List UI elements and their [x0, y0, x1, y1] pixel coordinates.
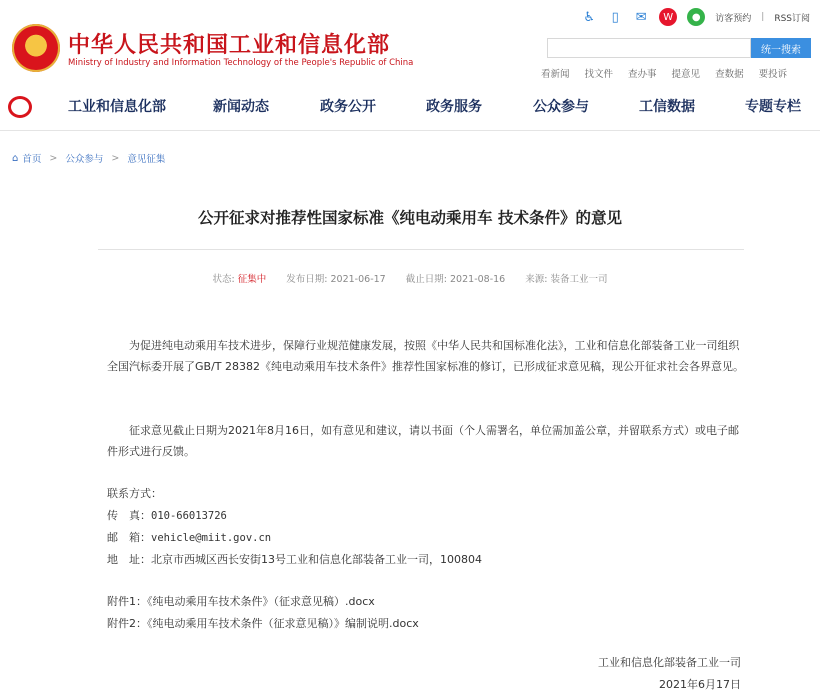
- tools-separator: |: [761, 12, 765, 22]
- breadcrumb-public-participation[interactable]: 公众参与: [65, 154, 104, 165]
- source-value: 装备工业一司: [550, 274, 608, 285]
- publish-date: 2021-06-17: [330, 274, 386, 285]
- signature-org: 工业和信息化部装备工业一司: [598, 656, 741, 669]
- nav-item-public-participation[interactable]: 公众参与: [533, 99, 589, 115]
- contact-fax: [107, 507, 227, 523]
- address-label: 地 址：: [107, 553, 151, 566]
- fax-value: 010-66013726: [151, 510, 227, 522]
- status-badge: 征集中: [237, 274, 267, 285]
- breadcrumb-opinion-collection[interactable]: 意见征集: [127, 154, 166, 165]
- title-divider: [98, 249, 744, 250]
- quick-link-files[interactable]: 找文件: [584, 69, 614, 80]
- nav-item-news[interactable]: 新闻动态: [213, 99, 269, 115]
- status-label: 状态:: [212, 274, 235, 285]
- source-label: 来源:: [525, 274, 548, 285]
- site-subtitle: Ministry of Industry and Information Technology of the People's Republic of China: [68, 58, 414, 68]
- article-paragraph: 为促进纯电动乘用车技术进步，保障行业规范健康发展，按照《中华人民共和国标准化法》，工业和信息化部装备工业一司组织全国汽标委开展了GB/T 28382《纯电动乘用车技术条件》推荐性国家标准的修订，已形成征求意见稿，现公开征求社会各界意见。: [107, 339, 744, 373]
- visit-appointment-link[interactable]: 访客预约: [715, 13, 752, 24]
- nav-item-miit[interactable]: 工业和信息化部: [68, 99, 166, 115]
- quick-link-data[interactable]: 查数据: [715, 69, 744, 80]
- signature-date: 2021年6月17日: [659, 678, 741, 691]
- quick-link-feedback[interactable]: 提意见: [671, 69, 701, 80]
- address-value: 北京市西城区西长安街13号工业和信息化部装备工业一司，100804: [151, 553, 482, 566]
- weibo-icon[interactable]: W: [659, 8, 677, 26]
- wechat-icon[interactable]: ●: [687, 8, 705, 26]
- email-value[interactable]: vehicle@miit.gov.cn: [151, 532, 272, 544]
- nav-logo-icon[interactable]: [8, 96, 32, 118]
- publish-date-label: 发布日期:: [286, 274, 328, 285]
- breadcrumb-arrow-icon: >: [111, 152, 120, 164]
- breadcrumb-arrow-icon: >: [49, 152, 58, 164]
- nav-item-topics[interactable]: 专题专栏: [745, 99, 801, 115]
- quick-link-services[interactable]: 查办事: [628, 69, 657, 80]
- attachment-link-1[interactable]: 附件1：《纯电动乘用车技术条件》（征求意见稿）.docx: [107, 595, 375, 608]
- national-emblem-logo[interactable]: [12, 24, 60, 72]
- quick-link-news[interactable]: 看新闻: [541, 69, 570, 80]
- mail-icon[interactable]: ✉: [635, 9, 647, 25]
- nav-item-gov-affairs[interactable]: 政务公开: [320, 99, 376, 115]
- nav-item-data[interactable]: 工信数据: [639, 99, 695, 115]
- home-icon: ⌂: [12, 152, 19, 164]
- article-title: 公开征求对推荐性国家标准《纯电动乘用车 技术条件》的意见: [198, 209, 622, 227]
- breadcrumb: [12, 151, 165, 165]
- top-tools: [581, 8, 810, 26]
- accessibility-icon[interactable]: ♿: [583, 9, 596, 25]
- breadcrumb-bar: [0, 131, 820, 183]
- main-nav: [0, 88, 820, 131]
- deadline-date: 2021-08-16: [450, 274, 506, 285]
- search-button[interactable]: 统一搜索: [751, 38, 811, 58]
- quick-links: [541, 66, 787, 80]
- deadline-label: 截止日期:: [405, 274, 447, 285]
- nav-item-gov-services[interactable]: 政务服务: [426, 99, 482, 115]
- search-input[interactable]: [547, 38, 751, 58]
- mobile-icon[interactable]: ▯: [611, 9, 619, 25]
- attachment-link-2[interactable]: 附件2：《纯电动乘用车技术条件（征求意见稿）》编制说明.docx: [107, 617, 419, 630]
- contact-heading: 联系方式：: [107, 487, 162, 500]
- breadcrumb-home[interactable]: 首页: [22, 154, 42, 165]
- contact-email: [107, 529, 271, 545]
- contact-address: [107, 551, 482, 567]
- fax-label: 传 真：: [107, 509, 151, 522]
- article-meta: [0, 271, 820, 285]
- site-title[interactable]: 中华人民共和国工业和信息化部: [68, 33, 391, 58]
- email-label: 邮 箱：: [107, 531, 151, 544]
- site-header: [0, 0, 820, 88]
- article-paragraph: 征求意见截止日期为2021年8月16日，如有意见和建议，请以书面（个人需署名，单位需加盖公章，并留联系方式）或电子邮件形式进行反馈。: [107, 424, 739, 458]
- quick-link-complaint[interactable]: 要投诉: [758, 69, 788, 80]
- rss-link[interactable]: RSS订阅: [774, 13, 810, 24]
